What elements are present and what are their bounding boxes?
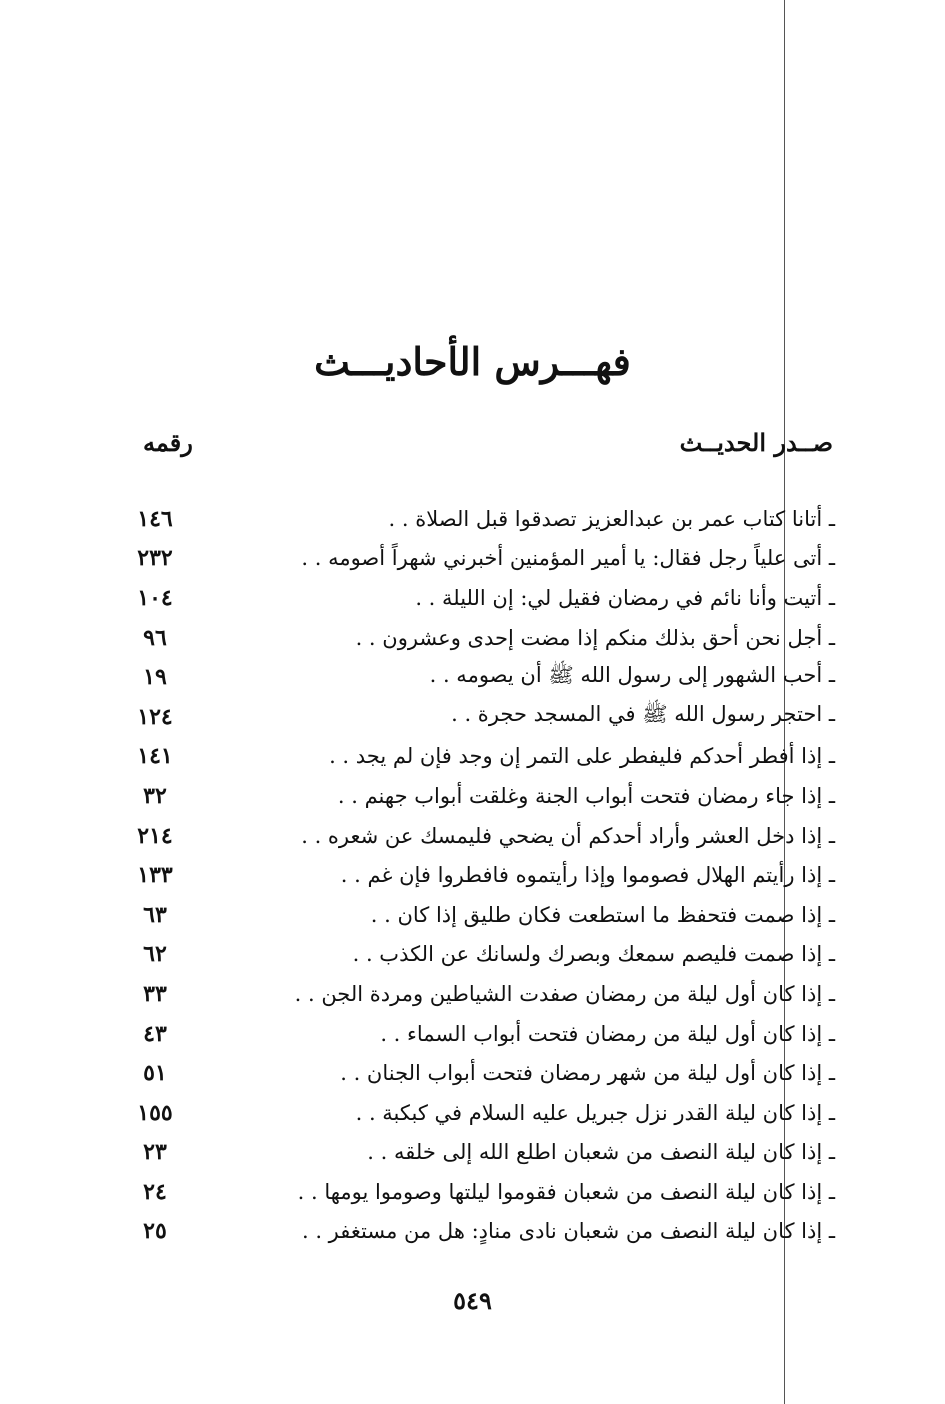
entry-number: ٥١ — [143, 1060, 167, 1087]
entry-number: ٦٣ — [143, 901, 167, 928]
page-number: ٥٤٩ — [453, 1286, 492, 1315]
entry-number: ٣٢ — [143, 782, 167, 809]
entry-number: ١٤١ — [137, 743, 173, 770]
page-title: فهـــرس الأحاديـــث — [314, 339, 631, 385]
entry-text: ـ إذا رأيتم الهلال فصوموا وإذا رأيتموه فافطروا فإن غم . . — [340, 863, 835, 888]
index-entry — [120, 1053, 835, 1093]
entry-text: ـ إذا كان أول ليلة من شهر رمضان فتحت أبواب الجنان . . — [340, 1061, 835, 1086]
entry-number: ١٥٥ — [137, 1099, 173, 1126]
entry-text: ـ إذا كان ليلة النصف من شعبان نادى منادٍ: هل من مستغفر . . — [301, 1219, 835, 1244]
index-entry — [120, 935, 835, 975]
entry-text: ـ إذا أفطر أحدكم فليفطر على التمر إن وجد فإن لم يجد . . — [329, 744, 835, 769]
entry-number: ١٩ — [143, 664, 167, 691]
entry-text: ـ إذا صمت فتحفظ ما استطعت فكان طليق إذا كان . . — [370, 902, 835, 927]
index-entry — [120, 539, 835, 579]
index-entry — [120, 816, 835, 856]
index-entry — [120, 618, 835, 658]
entry-number: ٢٤ — [143, 1178, 167, 1205]
index-entry — [120, 855, 835, 895]
index-entry — [120, 895, 835, 935]
entry-number: ٣٣ — [143, 980, 167, 1007]
entry-number: ٢٣٢ — [137, 545, 173, 572]
entry-number: ٩٦ — [143, 624, 167, 651]
column-header-number: رقمه — [143, 428, 193, 457]
index-entry — [120, 1093, 835, 1133]
entry-text: ـ إذا كان أول ليلة من رمضان فتحت أبواب السماء . . — [380, 1021, 835, 1046]
index-entry — [120, 737, 835, 777]
entry-text: ـ إذا كان ليلة النصف من شعبان فقوموا ليلتها وصوموا يومها . . — [297, 1179, 835, 1204]
index-entry — [120, 578, 835, 618]
index-entry — [120, 974, 835, 1014]
entry-number: ١٠٤ — [137, 584, 173, 611]
index-entry — [120, 1133, 835, 1173]
entry-number: ١٤٦ — [137, 505, 173, 532]
hadith-index-list — [120, 499, 835, 1251]
entry-text: ـ أتانا كتاب عمر بن عبدالعزيز تصدقوا قبل الصلاة . . — [388, 506, 835, 531]
entry-text: ـ أجل نحن أحق بذلك منكم إذا مضت إحدى وعشرون . . — [355, 625, 835, 650]
entry-number: ٢١٤ — [137, 822, 173, 849]
entry-number: ٤٣ — [143, 1020, 167, 1047]
index-entry — [120, 1014, 835, 1054]
entry-text: ـ إذا جاء رمضان فتحت أبواب الجنة وغلقت أبواب جهنم . . — [337, 783, 835, 808]
index-entry — [120, 657, 835, 697]
entry-number: ٦٢ — [143, 941, 167, 968]
entry-number: ١٢٤ — [137, 703, 173, 730]
index-entry — [120, 1172, 835, 1212]
entry-text: ـ أحب الشهور إلى رسول الله ﷺ أن يصومه . . — [429, 662, 835, 687]
entry-text: ـ احتجر رسول الله ﷺ في المسجد حجرة . . — [451, 702, 835, 727]
entry-text: ـ إذا دخل العشر وأراد أحدكم أن يضحي فليمسك عن شعره . . — [301, 823, 835, 848]
column-header-hadith-start: صــدر الحديــث — [679, 428, 833, 457]
index-entry — [120, 697, 835, 737]
entry-text: ـ أتى علياً رجل فقال: يا أمير المؤمنين أخبرني شهراً أصومه . . — [301, 546, 835, 571]
index-entry — [120, 776, 835, 816]
index-entry — [120, 1212, 835, 1252]
entry-text: ـ إذا كان أول ليلة من رمضان صفدت الشياطين ومردة الجن . . — [294, 981, 835, 1006]
entry-text: ـ إذا صمت فليصم سمعك وبصرك ولسانك عن الكذب . . — [352, 942, 835, 967]
index-entry — [120, 499, 835, 539]
entry-number: ٢٣ — [143, 1139, 167, 1166]
entry-text: ـ أتيت وأنا نائم في رمضان فقيل لي: إن الليلة . . — [415, 585, 835, 610]
entry-number: ٢٥ — [143, 1218, 167, 1245]
entry-text: ـ إذا كان ليلة النصف من شعبان اطلع الله إلى خلقه . . — [367, 1140, 835, 1165]
entry-text: ـ إذا كان ليلة القدر نزل جبريل عليه السلام في كبكبة . . — [355, 1100, 835, 1125]
entry-number: ١٣٣ — [137, 862, 173, 889]
